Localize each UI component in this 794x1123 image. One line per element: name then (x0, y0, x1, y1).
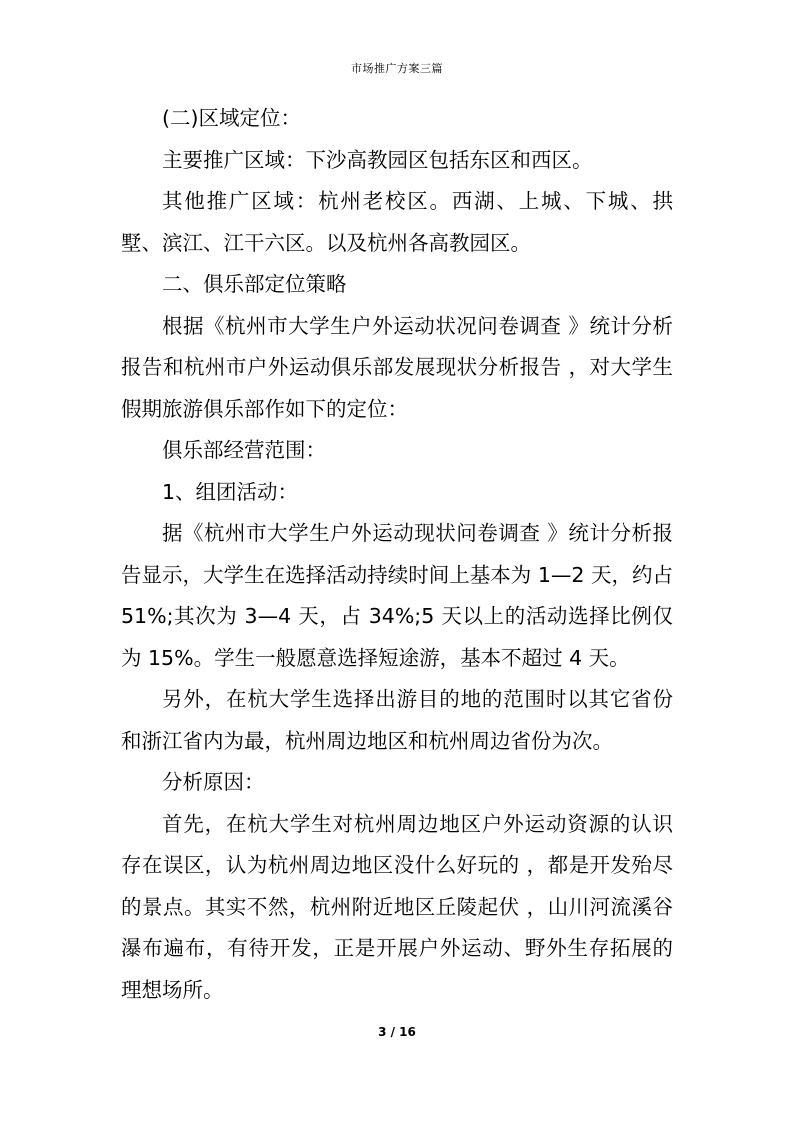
paragraph-other-promotion-area: 其他推广区域：杭州老校区。西湖、上城、下城、拱墅、滨江、江干六区。以及杭州各高教园区。 (121, 189, 673, 255)
paragraph-group-activities: 1、组团活动： (162, 479, 299, 504)
paragraph-main-promotion-area: 主要推广区域：下沙高教园区包括东区和西区。 (162, 147, 593, 172)
paragraph-analysis-reasons: 分析原因： (162, 770, 265, 794)
paragraph-destination-range: 另外，在杭大学生选择出游目的地的范围时以其它省份和浙江省内为最，杭州周边地区和杭州周边省份为次。 (121, 687, 673, 753)
paragraph-region-positioning: (二)区域定位： (162, 106, 301, 130)
paragraph-first-reason: 首先，在杭大学生对杭州周边地区户外运动资源的认识存在误区，认为杭州周边地区没什么好玩的 ，都是开发殆尽的景点。其实不然，杭州附近地区丘陵起伏 ，山川河流溪谷瀑布遍布，有待开发，正是开展户外运动、野外生存拓展的理想场所。 (121, 811, 673, 1002)
page-number: 3 / 16 (378, 1025, 416, 1039)
paragraph-positioning-basis: 根据《杭州市大学生户外运动状况问卷调查 》统计分析报告和杭州市户外运动俱乐部发展现状分析报告 ，对大学生假期旅游俱乐部作如下的定位： (121, 313, 673, 421)
section-heading-club-positioning: 二、俱乐部定位策略 (162, 272, 347, 296)
document-body (121, 98, 673, 1011)
paragraph-business-scope: 俱乐部经营范围： (162, 438, 326, 462)
paragraph-survey-results: 据《杭州市大学生户外运动现状问卷调查 》统计分析报告显示，大学生在选择活动持续时间上基本为 1—2 天，约占 51%;其次为 3—4 天，占 34%;5 天以上的活动选择比例仅为 15%。学生一般愿意选择短途游，基本不超过 4 天。 (121, 521, 673, 670)
page-header-title: 市场推广方案三篇 (351, 62, 443, 75)
